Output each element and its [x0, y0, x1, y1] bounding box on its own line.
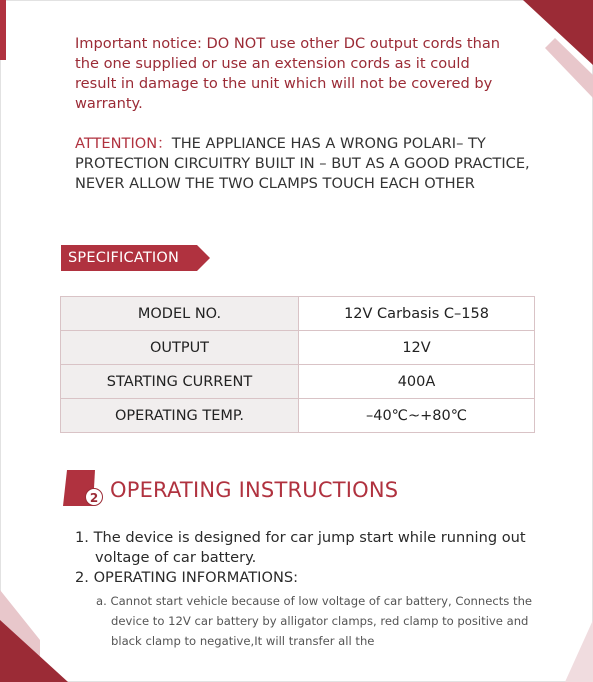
- list-subitem: a. Cannot start vehicle because of low voltage of car battery, Connects the device to 12V car battery by alligator clamps, red clamp to positive and black clamp to negative,It will transfer all the: [96, 594, 533, 648]
- list-item: 1. The device is designed for car jump start while running out voltage of car battery.: [75, 529, 526, 566]
- attention-block: [75, 134, 535, 194]
- table-row: [61, 365, 535, 399]
- specification-heading: SPECIFICATION: [68, 250, 180, 266]
- operating-instructions-title: OPERATING INSTRUCTIONS: [110, 478, 399, 502]
- table-row: [61, 297, 535, 331]
- top-left-corner-decoration: [0, 0, 14, 60]
- spec-value-operating-temp: –40℃~+80℃: [299, 399, 535, 433]
- spec-label-model: MODEL NO.: [61, 297, 299, 331]
- table-row: [61, 331, 535, 365]
- spec-label-starting-current: STARTING CURRENT: [61, 365, 299, 399]
- important-notice: Important notice: DO NOT use other DC output cords than the one supplied or use an extension cords as it could result in damage to the unit which will not be covered by warranty.: [75, 35, 501, 112]
- bottom-right-corner-decoration: [545, 620, 593, 682]
- spec-value-output: 12V: [299, 331, 535, 365]
- specification-table: [60, 296, 535, 433]
- attention-text: THE APPLIANCE HAS A WRONG POLARI– TY PROTECTION CIRCUITRY BUILT IN – BUT AS A GOOD PRACTICE, NEVER ALLOW THE TWO CLAMPS TOUCH EACH OTHER: [75, 135, 530, 192]
- spec-value-model: 12V Carbasis C–158: [299, 297, 535, 331]
- section-number: 2: [85, 488, 103, 506]
- attention-label: ATTENTION：: [75, 135, 172, 152]
- list-item: 2. OPERATING INFORMATIONS:: [75, 569, 299, 586]
- instruction-list: [75, 528, 535, 651]
- specification-heading-tag: [61, 245, 210, 271]
- spec-value-starting-current: 400A: [299, 365, 535, 399]
- bottom-left-corner-decoration: [0, 590, 70, 682]
- top-right-corner-decoration: [515, 0, 593, 100]
- table-row: [61, 399, 535, 433]
- spec-label-output: OUTPUT: [61, 331, 299, 365]
- spec-label-operating-temp: OPERATING TEMP.: [61, 399, 299, 433]
